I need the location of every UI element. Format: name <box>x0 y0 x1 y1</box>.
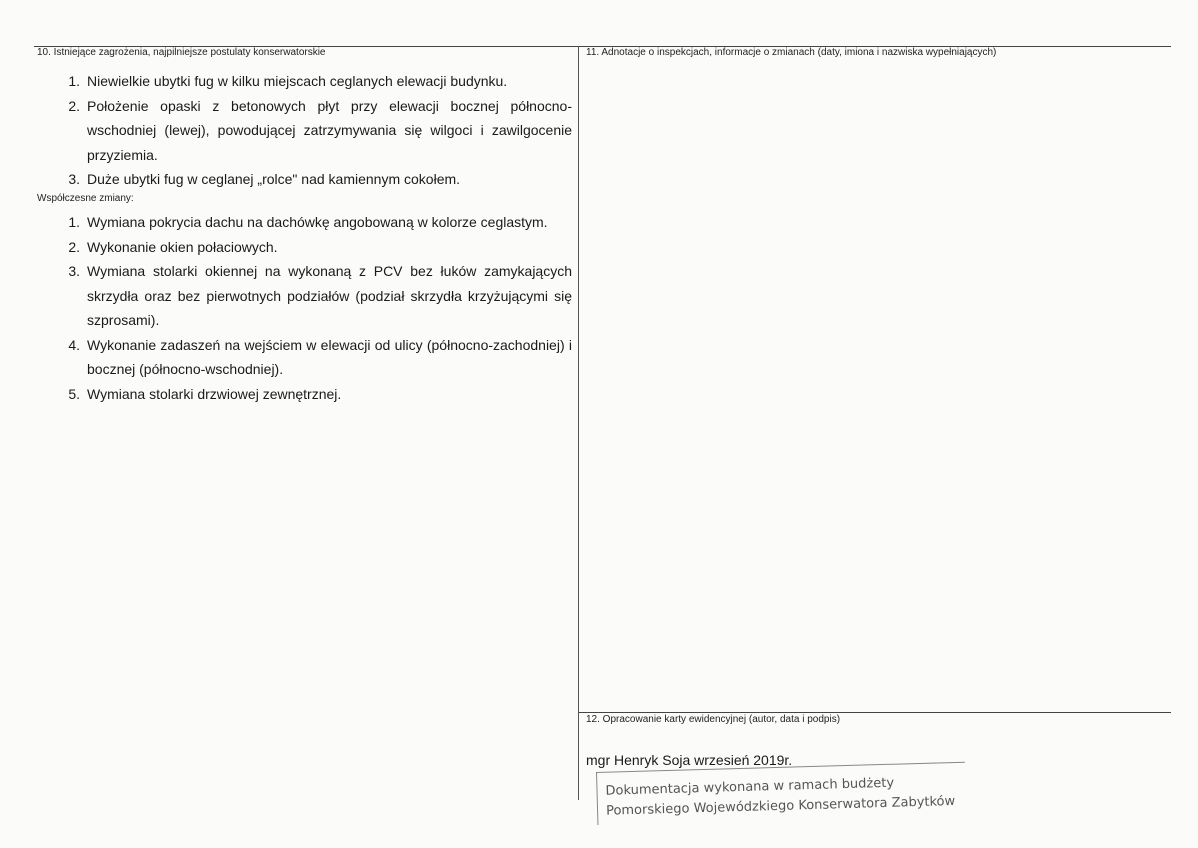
list-item-number: 1. <box>68 214 80 230</box>
list-item <box>34 382 576 407</box>
section-12-top-rule <box>579 712 1171 713</box>
section-11-label: 11. Adnotacje o inspekcjach, informacje o zmianach (daty, imiona i nazwiska wypełniających) <box>586 47 997 58</box>
changes-list <box>34 210 576 406</box>
list-item <box>34 210 576 235</box>
list-item-text: Wymiana stolarki drzwiowej zewnętrznej. <box>87 385 342 402</box>
section-12-label: 12. Opracowanie karty ewidencyjnej (autor, data i podpis) <box>586 714 841 725</box>
list-item-text: Wykonanie okien połaciowych. <box>87 238 278 255</box>
stamp-line-2: Pomorskiego Wojewódzkiego Konserwatora Zabytków <box>605 793 956 819</box>
list-item-text: Wykonanie zadaszeń na wejściem w elewacji od ulicy (północno-zachodniej) i bocznej (północno-wschodniej). <box>87 336 572 377</box>
funding-stamp <box>596 762 966 825</box>
threats-list <box>34 69 576 192</box>
changes-heading: Współczesne zmiany: <box>37 193 134 204</box>
list-item <box>34 69 576 94</box>
list-item-number: 2. <box>68 238 80 255</box>
list-item-number: 1. <box>68 73 80 89</box>
list-item-text: Wymiana pokrycia dachu na dachówkę angobowaną w kolorze ceglastym. <box>87 214 548 230</box>
list-item-text: Duże ubytki fug w ceglanej „rolce" nad kamiennym cokołem. <box>87 171 461 187</box>
list-item-text: Niewielkie ubytki fug w kilku miejscach ceglanych elewacji budynku. <box>87 73 508 89</box>
list-item-text: Wymiana stolarki okiennej na wykonaną z PCV bez łuków zamykających skrzydła oraz bez pierwotnych podziałów (podział skrzydła krzyżującymi się szprosami). <box>87 263 572 328</box>
list-item <box>34 333 576 382</box>
column-divider <box>578 46 579 800</box>
list-item-number: 2. <box>68 97 80 114</box>
stamp-line-1: Dokumentacja wykonana w ramach budżety <box>605 775 895 799</box>
list-item-number: 3. <box>68 263 80 279</box>
list-item-number: 5. <box>68 385 80 402</box>
list-item <box>34 167 576 192</box>
list-item-number: 4. <box>68 336 80 353</box>
list-item-text: Położenie opaski z betonowych płyt przy elewacji bocznej północno-wschodniej (lewej), powodującej zatrzymywania się wilgoci i zawilgocenie przyziemia. <box>87 97 572 163</box>
list-item <box>34 235 576 260</box>
author-signature: mgr Henryk Soja wrzesień 2019r. <box>586 752 793 768</box>
section-10-label: 10. Istniejące zagrożenia, najpilniejsze postulaty konserwatorskie <box>37 47 326 58</box>
list-item <box>34 94 576 168</box>
list-item <box>34 259 576 333</box>
list-item-number: 3. <box>68 171 80 187</box>
